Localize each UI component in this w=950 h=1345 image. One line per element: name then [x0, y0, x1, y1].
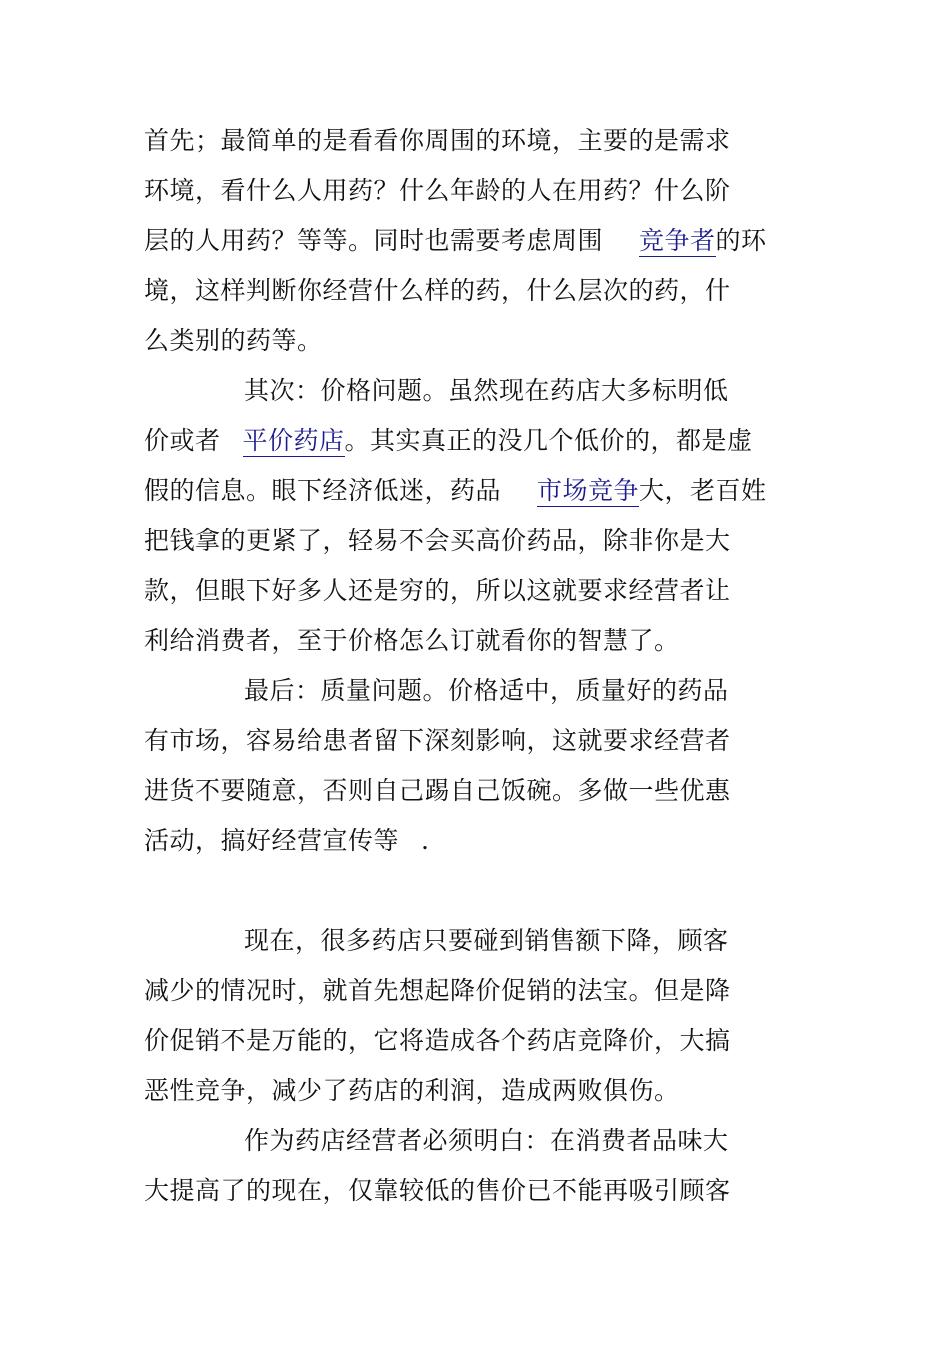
text-line: 首先；最简单的是看看你周围的环境，主要的是需求	[144, 126, 731, 155]
text-line: 恶性竞争，减少了药店的利润，造成两败俱伤。	[144, 1076, 680, 1105]
text-line	[144, 426, 753, 456]
text-span: .	[421, 826, 430, 855]
text-line: 其次：价格问题。虽然现在药店大多标明低	[244, 376, 729, 405]
text-span: 。其实真正的没几个低价的，都是虚	[344, 426, 753, 455]
text-line: 把钱拿的更紧了，轻易不会买高价药品，除非你是大	[144, 526, 731, 555]
text-line: 现在，很多药店只要碰到销售额下降，顾客	[244, 926, 729, 955]
text-line: 么类别的药等。	[144, 326, 323, 355]
text-span: 层的人用药？等等。同时也需要考虑周围	[144, 226, 604, 255]
text-line: 境，这样判断你经营什么样的药，什么层次的药，什	[144, 276, 731, 305]
text-line: 环境，看什么人用药？什么年龄的人在用药？什么阶	[144, 176, 731, 205]
link-competitor[interactable]: 竞争者	[639, 226, 716, 255]
text-span: 价或者	[144, 426, 221, 455]
link-market-competition[interactable]: 市场竞争	[537, 476, 640, 505]
text-span: 大，老百姓	[639, 476, 767, 505]
text-line	[144, 826, 429, 856]
text-span: 假的信息。眼下经济低迷，药品	[144, 476, 502, 505]
text-span: 活动，搞好经营宣传等	[144, 826, 400, 855]
text-line: 款，但眼下好多人还是穷的，所以这就要求经营者让	[144, 576, 731, 605]
text-line: 最后：质量问题。价格适中，质量好的药品	[244, 676, 729, 705]
text-line	[144, 226, 767, 256]
text-line: 作为药店经营者必须明白：在消费者品味大	[244, 1126, 729, 1155]
text-line: 减少的情况时，就首先想起降价促销的法宝。但是降	[144, 976, 731, 1005]
text-line: 大提高了的现在，仅靠较低的售价已不能再吸引顾客	[144, 1176, 731, 1205]
text-line: 利给消费者，至于价格怎么订就看你的智慧了。	[144, 626, 680, 655]
text-line: 价促销不是万能的，它将造成各个药店竞降价，大搞	[144, 1026, 731, 1055]
text-span: 的环	[715, 226, 767, 255]
text-line: 有市场，容易给患者留下深刻影响，这就要求经营者	[144, 726, 731, 755]
link-discount-pharmacy[interactable]: 平价药店	[242, 426, 345, 455]
text-line	[144, 476, 767, 506]
text-line: 进货不要随意，否则自己踢自己饭碗。多做一些优惠	[144, 776, 731, 805]
